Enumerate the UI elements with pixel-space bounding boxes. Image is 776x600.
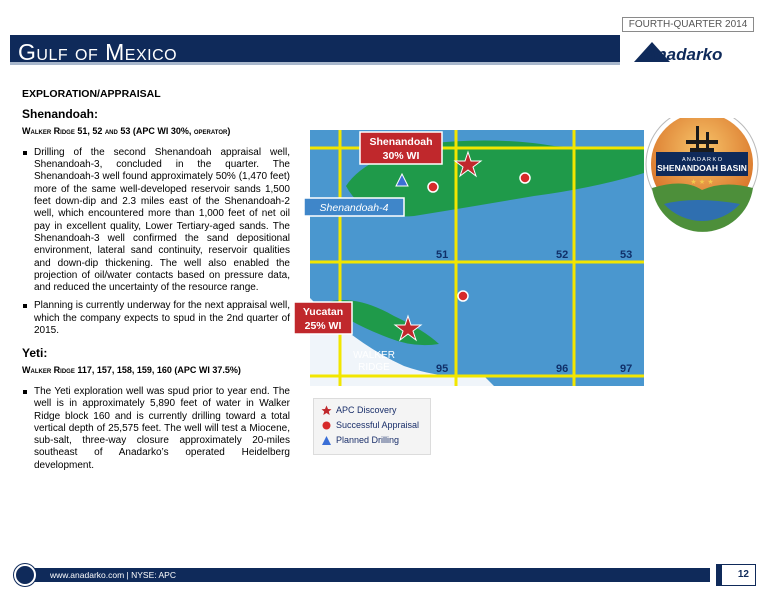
yeti-bullets xyxy=(22,386,290,472)
block-number: 95 xyxy=(436,363,449,375)
anadarko-logo xyxy=(630,38,754,66)
dot-icon xyxy=(321,420,332,431)
appraisal-dot-icon xyxy=(428,182,438,192)
logo-text: Anadarko xyxy=(644,45,723,64)
appraisal-dot-icon xyxy=(458,291,468,301)
area-label: WALKER xyxy=(353,350,395,361)
callout-text: Shenandoah xyxy=(369,136,433,148)
callout-text: 25% WI xyxy=(304,320,342,332)
legend-item: Successful Appraisal xyxy=(336,420,420,430)
shenandoah-bullets xyxy=(22,147,290,337)
callout-text: 30% WI xyxy=(382,150,420,162)
bullet-item: The Yeti exploration well was spud prior to year end. The well is in approximately 5,890 feet of water in Walker Ridge block 160 and is currently drilling toward a total vertical depth of 25,575 feet. The well will test a Miocene, sub-salt, three-way closure approximately 20-miles southeast of Anadarko’s operated Heidelberg development. xyxy=(22,386,290,472)
yeti-heading: Yeti: xyxy=(22,346,48,361)
bullet-item: Drilling of the second Shenandoah appraisal well, Shenandoah-3, concluded in the quarter. The Shenandoah-3 well found approximately 50% (1,470 feet) more of the same well-developed reservoir sands 1,500 feet down-dip and 2.3 miles east of the Shenandoah-2 well, which encountered more than 1,000 feet of net oil pay in excellent quality, Lower Tertiary-aged sands. The Shenandoah-3 well confirmed the sand depositional environment, lateral sand continuity, reservoir qualities and down-dip thickening. The well also enabled the projection of oil/water contacts based on pressure data, and reduced the uncertainty of the resource range. xyxy=(22,147,290,295)
footer xyxy=(14,564,756,586)
area-label: RIDGE xyxy=(358,362,390,373)
block-number: 52 xyxy=(556,249,569,261)
block-number: 97 xyxy=(620,363,633,375)
legend-item: APC Discovery xyxy=(336,405,397,415)
badge-text: A N A D A R K O xyxy=(681,157,723,163)
block-number: 51 xyxy=(436,249,449,261)
bullet-item: Planning is currently underway for the next appraisal well, which the company expects to spud in the 2nd quarter of 2015. xyxy=(22,300,290,337)
legend-item: Planned Drilling xyxy=(336,435,400,445)
page-number: 12 xyxy=(716,564,756,586)
svg-text:★ ★ ★: ★ ★ ★ xyxy=(690,178,714,186)
block-number: 53 xyxy=(620,249,633,261)
yeti-block-label: Walker Ridge 117, 157, 158, 159, 160 (APC WI 37.5%) xyxy=(22,364,241,375)
page-title: Gulf of Mexico xyxy=(18,39,178,65)
badge-text: SHENANDOAH BASIN xyxy=(657,163,747,173)
star-icon xyxy=(321,405,332,416)
shenandoah-heading: Shenandoah: xyxy=(22,107,99,122)
quarter-label: FOURTH-QUARTER 2014 xyxy=(622,17,754,32)
block-map xyxy=(294,118,764,398)
callout-text: Yucatan xyxy=(302,306,344,318)
block-number: 96 xyxy=(556,363,569,375)
section-heading: EXPLORATION/APPRAISAL xyxy=(22,88,161,100)
map-legend xyxy=(313,398,431,455)
appraisal-dot-icon xyxy=(520,173,530,183)
title-bar xyxy=(10,35,620,65)
footer-emblem-icon xyxy=(14,564,36,586)
text-column xyxy=(22,88,290,478)
triangle-icon xyxy=(321,435,332,446)
basin-badge xyxy=(646,118,758,232)
shenandoah-block-label: Walker Ridge 51, 52 and 53 (APC WI 30%, operator) xyxy=(22,125,231,136)
footer-link[interactable]: www.anadarko.com | NYSE: APC xyxy=(30,568,710,582)
callout-text: Shenandoah-4 xyxy=(319,202,389,214)
